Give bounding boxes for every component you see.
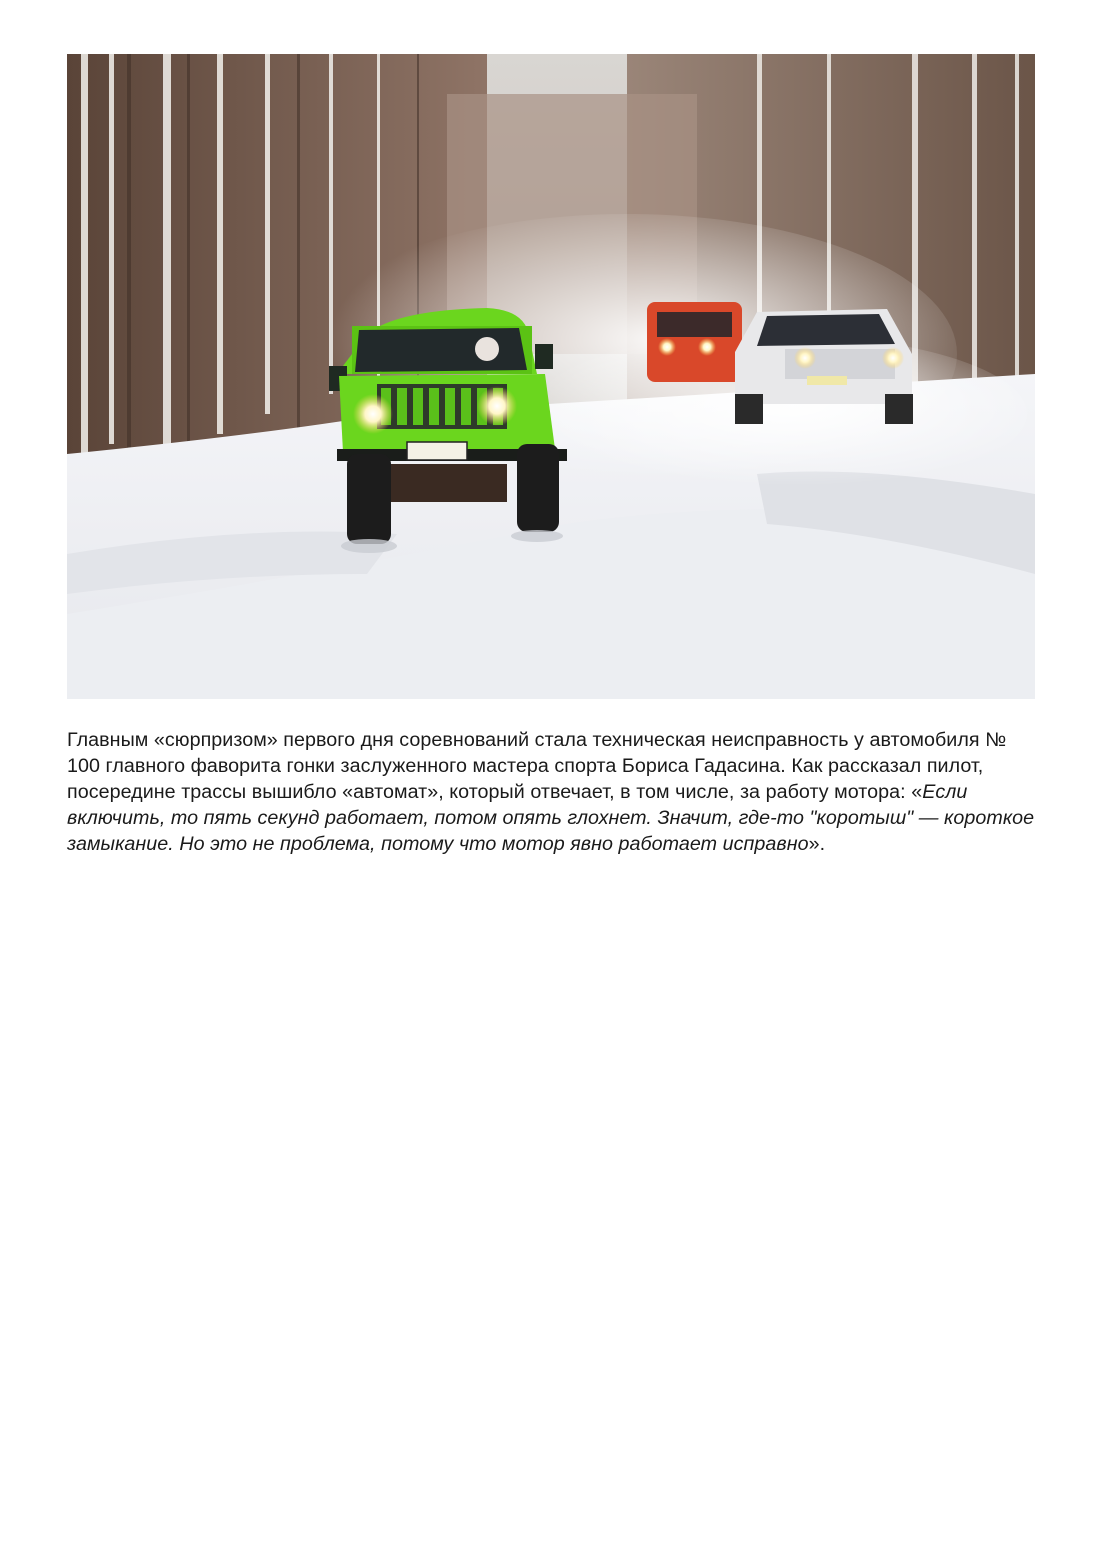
article-paragraph: [67, 727, 1035, 857]
orange-car: [647, 302, 742, 382]
quote-close: ».: [808, 833, 826, 855]
rally-photo-image: [67, 54, 1035, 699]
article-text: Главным «сюрпризом» первого дня соревнований стала техническая неисправность у автомобиля № 100 главного фаворита гонки заслуженного мастера спорта Бориса Гадасина. Как рассказал пилот, посередине трассы вышибло «автомат», который отвечает, в том числе, за работу мотора: «: [67, 729, 1007, 803]
rally-photo: [67, 54, 1035, 699]
pilot-quote: Если включить, то пять секунд работает, потом опять глохнет. Значит, где-то "коротыш" — короткое замыкание. Но это не проблема, потому что мотор явно работает исправно: [67, 781, 1035, 855]
